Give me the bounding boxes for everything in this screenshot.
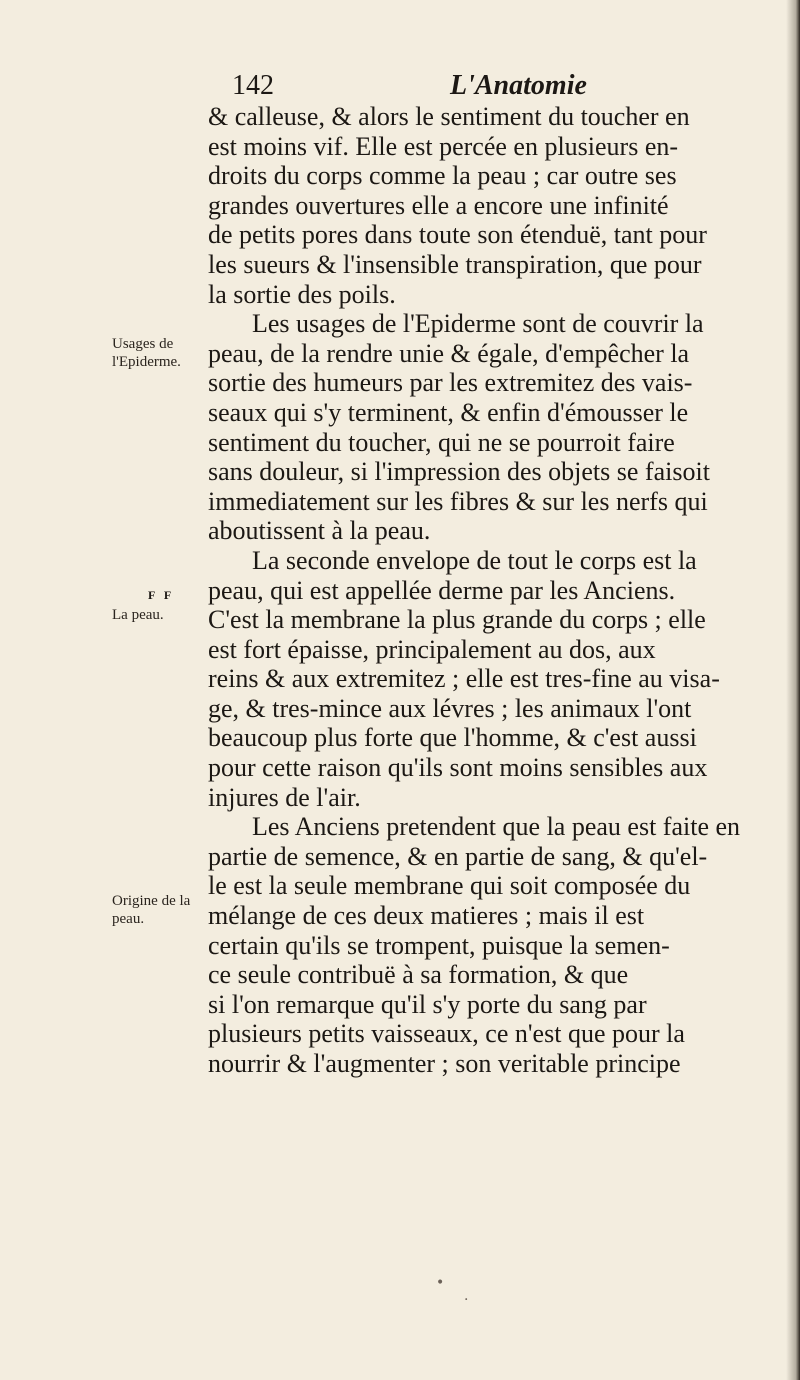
text-line: pour cette raison qu'ils sont moins sensibles aux	[208, 753, 708, 783]
text-line: ge, & tres-mince aux lévres ; les animaux l'ont	[208, 693, 692, 723]
paragraph-usages-epiderme	[208, 309, 788, 546]
text-line: peau, de la rendre unie & égale, d'empêcher la	[208, 338, 690, 368]
text-line: sortie des humeurs par les extremitez des vais-	[208, 368, 693, 398]
text-line: le est la seule membrane qui soit composée du	[208, 871, 691, 901]
paragraph-la-peau	[208, 546, 788, 812]
text-line: certain qu'ils se trompent, puisque la semen-	[208, 930, 670, 960]
text-line: La seconde envelope de tout le corps est la	[252, 545, 697, 575]
text-line: beaucoup plus forte que l'homme, & c'est aussi	[208, 723, 697, 753]
text-line: mélange de ces deux matieres ; mais il est	[208, 901, 645, 931]
text-line: la sortie des poils.	[208, 279, 396, 309]
signature-mark: F F	[148, 588, 175, 602]
text-line: est moins vif. Elle est percée en plusieurs en-	[208, 131, 679, 161]
text-line: C'est la membrane la plus grande du corps ; elle	[208, 605, 706, 635]
text-line: grandes ouvertures elle a encore une infinité	[208, 190, 669, 220]
text-line: reins & aux extremitez ; elle est tres-fine au visa-	[208, 664, 720, 694]
text-line: aboutissent à la peau.	[208, 516, 431, 546]
text-line: ce seule contribuë à sa formation, & que	[208, 960, 629, 990]
margin-note-la-peau: La peau.	[112, 607, 164, 623]
text-line: les sueurs & l'insensible transpiration, que pour	[208, 249, 702, 279]
text-line: droits du corps comme la peau ; car outre ses	[208, 161, 677, 191]
paragraph-origine-peau	[208, 812, 788, 1078]
running-title: L'Anatomie	[450, 70, 587, 101]
page-edge-shadow	[786, 0, 800, 1380]
text-line: si l'on remarque qu'il s'y porte du sang par	[208, 989, 647, 1019]
text-line: est fort épaisse, principalement au dos, aux	[208, 634, 656, 664]
text-line: Les Anciens pretendent que la peau est faite en	[252, 812, 741, 842]
ink-speck: •	[436, 1275, 445, 1291]
text-line: seaux qui s'y terminent, & enfin d'émousser le	[208, 397, 689, 427]
paragraph-continuation	[208, 102, 788, 309]
margin-note-origine-peau: Origine de la peau.	[112, 893, 191, 927]
text-line: nourrir & l'augmenter ; son veritable principe	[208, 1049, 681, 1078]
text-line: plusieurs petits vaisseaux, ce n'est que pour la	[208, 1019, 685, 1049]
text-line: immediatement sur les fibres & sur les nerfs qui	[208, 486, 708, 516]
text-line: Les usages de l'Epiderme sont de couvrir la	[252, 309, 704, 339]
text-line: sentiment du toucher, qui ne se pourroit faire	[208, 427, 675, 457]
text-line: & calleuse, & alors le sentiment du toucher en	[208, 102, 690, 131]
ink-speck: ·	[464, 1292, 469, 1308]
page-number: 142	[232, 70, 274, 101]
text-line: sans douleur, si l'impression des objets se faisoit	[208, 457, 710, 487]
margin-note-usages-epiderme: Usages de l'Epiderme.	[112, 336, 181, 370]
body-text	[208, 102, 788, 1079]
text-line: partie de semence, & en partie de sang, & qu'el-	[208, 841, 708, 871]
text-line: de petits pores dans toute son étenduë, tant pour	[208, 220, 707, 250]
text-line: peau, qui est appellée derme par les Anciens.	[208, 575, 676, 605]
text-line: injures de l'air.	[208, 782, 361, 812]
